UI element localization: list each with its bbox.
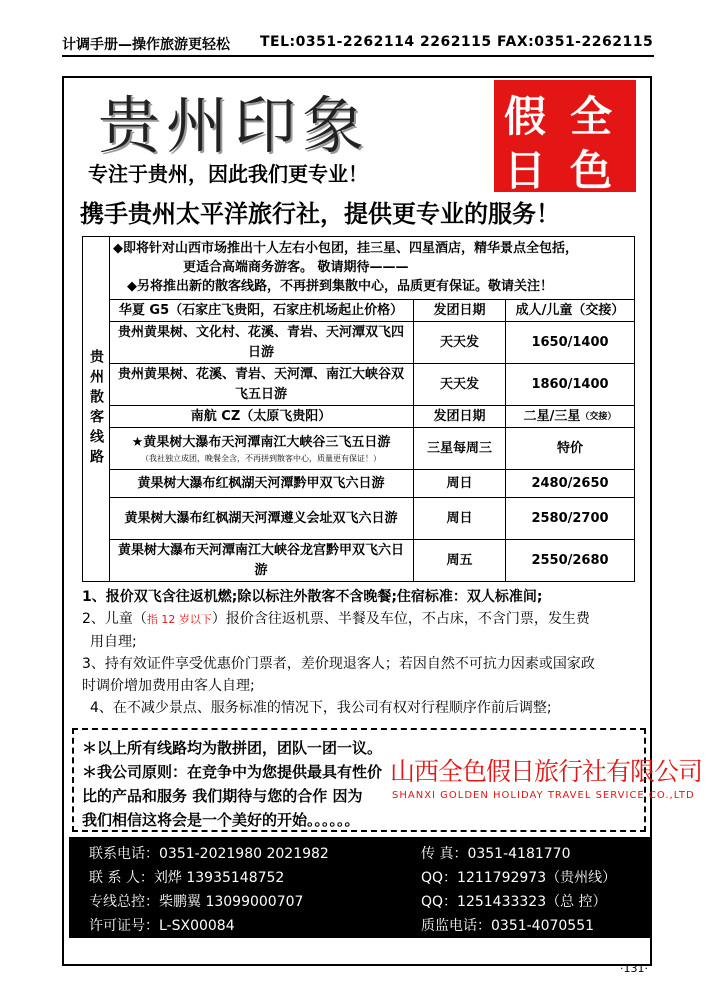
route-cell — [109, 428, 414, 470]
company-stamp — [390, 750, 703, 816]
promise-line: ＊我公司原则：在竞争中为您提供最具有性价 — [82, 763, 383, 781]
header-cell-note: （交接） — [580, 412, 617, 422]
price-cell: 1650/1400 — [531, 335, 609, 350]
notice-block — [113, 239, 633, 296]
header-contact: TEL:0351-2262114 2262115 FAX:0351-2262115 — [260, 34, 654, 50]
route-cell: 黄果树大瀑布红枫湖天河潭黔甲双飞六日游 — [109, 470, 414, 498]
header-cell: 发团日期 — [414, 300, 506, 322]
terms-notes — [82, 586, 635, 719]
table-header-row — [109, 299, 634, 322]
route-note: （我社独立成团，晚餐全含，不再拼到散客中心，质量更有保证！） — [141, 454, 381, 463]
price-cell: 2580/2700 — [531, 511, 609, 526]
badge-char: 日 — [504, 146, 547, 195]
contact-fax: 传 真：0351-4181770 — [421, 846, 571, 862]
table-row — [109, 321, 634, 364]
route-cell: 黄果树大瀑布天河潭南江大峡谷龙宫黔甲双飞六日游 — [109, 540, 414, 582]
price-cell: 1860/1400 — [531, 377, 609, 392]
page-number: ·131· — [620, 962, 648, 975]
notice-line: ◆即将针对山西市场推出十人左右小包团，挂三星、四星酒店，精华景点全包括， — [113, 241, 578, 256]
route-cell: 贵州黄果树、文化村、花溪、青岩、天河潭双飞四日游 — [109, 322, 414, 364]
table-row — [109, 363, 634, 406]
date-cell: 周五 — [414, 540, 506, 582]
contact-person: 联 系 人：刘烨 13935148752 — [89, 870, 285, 886]
date-cell: 天天发 — [414, 322, 506, 364]
header-cell — [506, 406, 634, 428]
route-cell: 贵州黄果树、花溪、青岩、天河潭、南江大峡谷双飞五日游 — [109, 364, 414, 406]
route-table — [82, 236, 635, 582]
table-row — [109, 469, 634, 498]
contact-manager: 专线总控：柴鹏翼 13099000707 — [89, 894, 304, 910]
slogan: 携手贵州太平洋旅行社，提供更专业的服务！ — [80, 200, 560, 228]
date-cell: 三星每周三 — [414, 428, 506, 470]
header-cell: 南航 CZ（太原飞贵阳） — [109, 406, 414, 428]
tagline: 专注于贵州，因此我们更专业！ — [88, 162, 368, 186]
note-line: 4、在不减少景点、服务标准的情况下，我公司有权对行程顺序作前后调整; — [90, 700, 552, 716]
brand-badge — [494, 80, 636, 195]
header-cell: 成人/儿童（交接） — [515, 303, 625, 318]
price-cell: 2550/2680 — [531, 553, 609, 568]
route-cell: 黄果树大瀑布红枫湖天河潭遵义会址双飞六日游 — [109, 498, 414, 540]
header-divider — [62, 55, 654, 57]
contact-quality: 质监电话：0351-4070551 — [421, 918, 595, 934]
note-line: 1、报价双飞含往返机燃;除以标注外散客不含晚餐;住宿标准：双人标准间; — [82, 589, 543, 605]
route-title: ★黄果树大瀑布天河潭南江大峡谷三飞五日游 — [131, 435, 391, 450]
contact-phone: 联系电话：0351-2021980 2021982 — [89, 846, 329, 862]
date-cell: 周日 — [414, 470, 506, 498]
note-line: 3、持有效证件享受优惠价门票者，差价现退客人；若因自然不可抗力因素或国家政 — [82, 656, 595, 672]
badge-char: 全 — [570, 92, 613, 141]
header-cell: 发团日期 — [414, 406, 506, 428]
note-line: 2、儿童（指 12 岁以下）报价含往返机票、半餐及车位，不占床，不含门票，发生费 — [82, 611, 590, 627]
promise-line: ＊以上所有线路均为散拼团，团队一团一议。 — [82, 739, 383, 757]
page-title: 贵州印象 — [98, 89, 371, 162]
page-header — [62, 34, 654, 54]
notice-line: 更适合高端商务游客。 敬请期待——— — [183, 260, 409, 275]
contact-license: 许可证号：L-SX00084 — [89, 918, 235, 934]
contact-qq2: QQ：1251433323（总 控） — [421, 894, 607, 910]
promise-text — [82, 736, 382, 832]
price-cell: 特价 — [556, 441, 583, 456]
table-row — [109, 427, 634, 470]
date-cell: 周日 — [414, 498, 506, 540]
price-cell: 2480/2650 — [531, 476, 609, 491]
note-line: 用自理; — [90, 634, 137, 650]
stamp-cn: 山西全色假日旅行社有限公司 — [390, 757, 703, 786]
note-line: 时调价增加费用由客人自理; — [82, 678, 255, 694]
table-row — [109, 497, 634, 540]
table-row — [109, 539, 634, 582]
badge-char: 假 — [504, 92, 547, 141]
header-cell: 华夏 G5（石家庄飞贵阳，石家庄机场起止价格） — [109, 300, 414, 322]
header-cell-text: 二星/三星 — [523, 409, 581, 424]
promise-line: 我们相信这将会是一个美好的开始。。。。。。 — [82, 811, 360, 829]
note-highlight: 指 12 岁以下 — [146, 613, 212, 626]
side-label: 贵州散客线路 — [83, 237, 110, 581]
badge-char: 色 — [570, 146, 613, 195]
contact-panel — [69, 837, 651, 938]
notice-line: ◆另将推出新的散客线路，不再拼到集散中心，品质更有保证。敬请关注！ — [127, 279, 553, 294]
stamp-en: SHANXI GOLDEN HOLIDAY TRAVEL SERVICE CO.,LTD — [392, 790, 695, 801]
header-title: 计调手册—操作旅游更轻松 — [62, 37, 230, 53]
table-header-row — [109, 405, 634, 428]
promise-line: 比的产品和服务 我们期待与您的合作 因为 — [82, 787, 363, 805]
contact-qq1: QQ：1211792973（贵州线） — [421, 870, 617, 886]
date-cell: 天天发 — [414, 364, 506, 406]
